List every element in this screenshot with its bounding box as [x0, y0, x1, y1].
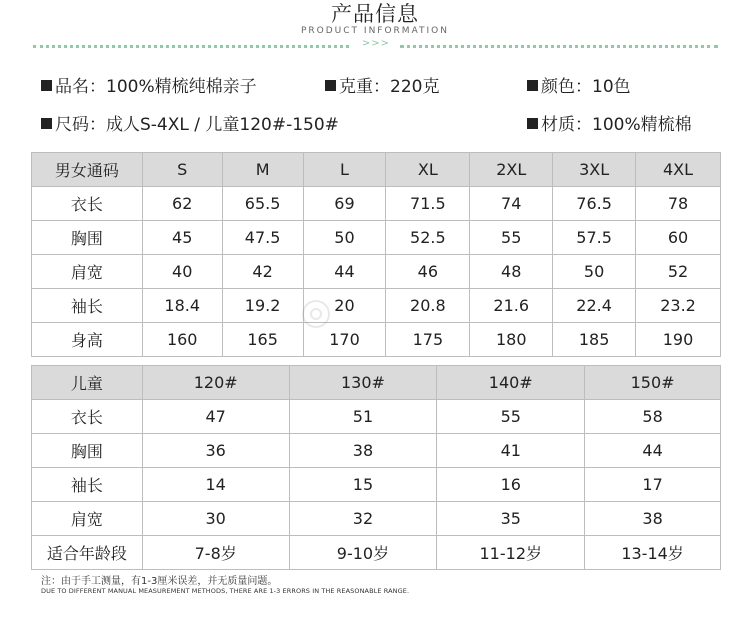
header-cell: S	[142, 153, 222, 187]
header-cell: 2XL	[470, 153, 553, 187]
table-header-row	[32, 366, 721, 400]
header-cell: 3XL	[553, 153, 636, 187]
table-row	[32, 536, 721, 570]
table-cell: 36	[142, 434, 289, 468]
table-cell: 44	[303, 255, 386, 289]
info-material-text: 材质：100%精梳棉	[541, 115, 692, 135]
table-cell: 11-12岁	[437, 536, 585, 570]
row-label-cell: 胸围	[32, 221, 143, 255]
table-cell: 20.8	[386, 289, 470, 323]
table-cell: 15	[289, 468, 437, 502]
table-cell: 47.5	[222, 221, 303, 255]
table-cell: 16	[437, 468, 585, 502]
table-row	[32, 400, 721, 434]
row-label-cell: 适合年龄段	[32, 536, 143, 570]
row-label-cell: 袖长	[32, 468, 143, 502]
table-cell: 38	[289, 434, 437, 468]
table-cell: 190	[636, 323, 721, 357]
table-row	[32, 468, 721, 502]
table-cell: 58	[585, 400, 721, 434]
table-cell: 69	[303, 187, 386, 221]
divider-arrows: >>>	[361, 38, 391, 49]
info-weight	[325, 72, 439, 97]
table-row	[32, 255, 721, 289]
table-cell: 18.4	[142, 289, 222, 323]
header-cell: M	[222, 153, 303, 187]
table-cell: 13-14岁	[585, 536, 721, 570]
table-cell: 76.5	[553, 187, 636, 221]
info-weight-text: 克重：220克	[339, 77, 440, 97]
row-label-cell: 衣长	[32, 187, 143, 221]
table-cell: 65.5	[222, 187, 303, 221]
table-cell: 160	[142, 323, 222, 357]
table-cell: 48	[470, 255, 553, 289]
bullet-square-icon	[527, 118, 538, 129]
table-cell: 19.2	[222, 289, 303, 323]
table-cell: 60	[636, 221, 721, 255]
row-label-cell: 胸围	[32, 434, 143, 468]
table-cell: 44	[585, 434, 721, 468]
bullet-square-icon	[325, 80, 336, 91]
row-label-cell: 身高	[32, 323, 143, 357]
table-cell: 47	[142, 400, 289, 434]
bullet-square-icon	[41, 80, 52, 91]
kids-size-table	[31, 365, 721, 570]
divider-left	[33, 45, 349, 48]
header-cell: 儿童	[32, 366, 143, 400]
info-material	[527, 110, 692, 135]
table-cell: 41	[437, 434, 585, 468]
table-cell: 45	[142, 221, 222, 255]
table-header-row	[32, 153, 721, 187]
row-label-cell: 袖长	[32, 289, 143, 323]
info-size	[41, 110, 339, 135]
row-label-cell: 衣长	[32, 400, 143, 434]
table-cell: 175	[386, 323, 470, 357]
table-cell: 23.2	[636, 289, 721, 323]
table-cell: 17	[585, 468, 721, 502]
bullet-square-icon	[41, 118, 52, 129]
info-size-text: 尺码：成人S-4XL / 儿童120#-150#	[55, 115, 339, 135]
bullet-square-icon	[527, 80, 538, 91]
table-cell: 55	[437, 400, 585, 434]
table-cell: 46	[386, 255, 470, 289]
note-english: DUE TO DIFFERENT MANUAL MEASUREMENT METHODS, THERE ARE 1-3 ERRORS IN THE REASONABLE RANGE.	[41, 587, 410, 595]
table-cell: 78	[636, 187, 721, 221]
table-cell: 170	[303, 323, 386, 357]
table-cell: 7-8岁	[142, 536, 289, 570]
table-cell: 185	[553, 323, 636, 357]
header-cell: 120#	[142, 366, 289, 400]
table-cell: 9-10岁	[289, 536, 437, 570]
row-label-cell: 肩宽	[32, 255, 143, 289]
table-cell: 20	[303, 289, 386, 323]
header-cell: L	[303, 153, 386, 187]
table-cell: 14	[142, 468, 289, 502]
table-cell: 32	[289, 502, 437, 536]
table-row	[32, 187, 721, 221]
info-color	[527, 72, 631, 97]
table-cell: 30	[142, 502, 289, 536]
table-cell: 71.5	[386, 187, 470, 221]
table-cell: 57.5	[553, 221, 636, 255]
header-cell: 男女通码	[32, 153, 143, 187]
header-cell: 150#	[585, 366, 721, 400]
table-cell: 52	[636, 255, 721, 289]
info-name	[41, 72, 257, 97]
page-title: 产品信息	[331, 2, 419, 26]
page-subtitle: PRODUCT INFORMATION	[300, 26, 450, 36]
table-cell: 55	[470, 221, 553, 255]
info-name-text: 品名：100%精梳纯棉亲子	[55, 77, 257, 97]
table-cell: 38	[585, 502, 721, 536]
table-cell: 62	[142, 187, 222, 221]
table-row	[32, 434, 721, 468]
table-cell: 42	[222, 255, 303, 289]
watermark-logo	[300, 296, 450, 332]
header-cell: 4XL	[636, 153, 721, 187]
header-cell: 140#	[437, 366, 585, 400]
table-cell: 21.6	[470, 289, 553, 323]
table-row	[32, 502, 721, 536]
table-cell: 74	[470, 187, 553, 221]
table-cell: 22.4	[553, 289, 636, 323]
table-cell: 35	[437, 502, 585, 536]
table-row	[32, 221, 721, 255]
table-cell: 50	[553, 255, 636, 289]
note-chinese: 注：由于手工测量，有1-3厘米误差，并无质量问题。	[41, 576, 278, 587]
row-label-cell: 肩宽	[32, 502, 143, 536]
header-cell: 130#	[289, 366, 437, 400]
table-cell: 180	[470, 323, 553, 357]
table-cell: 51	[289, 400, 437, 434]
divider-right	[400, 45, 718, 48]
table-cell: 50	[303, 221, 386, 255]
table-cell: 52.5	[386, 221, 470, 255]
table-cell: 165	[222, 323, 303, 357]
info-color-text: 颜色：10色	[541, 77, 631, 97]
header-cell: XL	[386, 153, 470, 187]
table-cell: 40	[142, 255, 222, 289]
